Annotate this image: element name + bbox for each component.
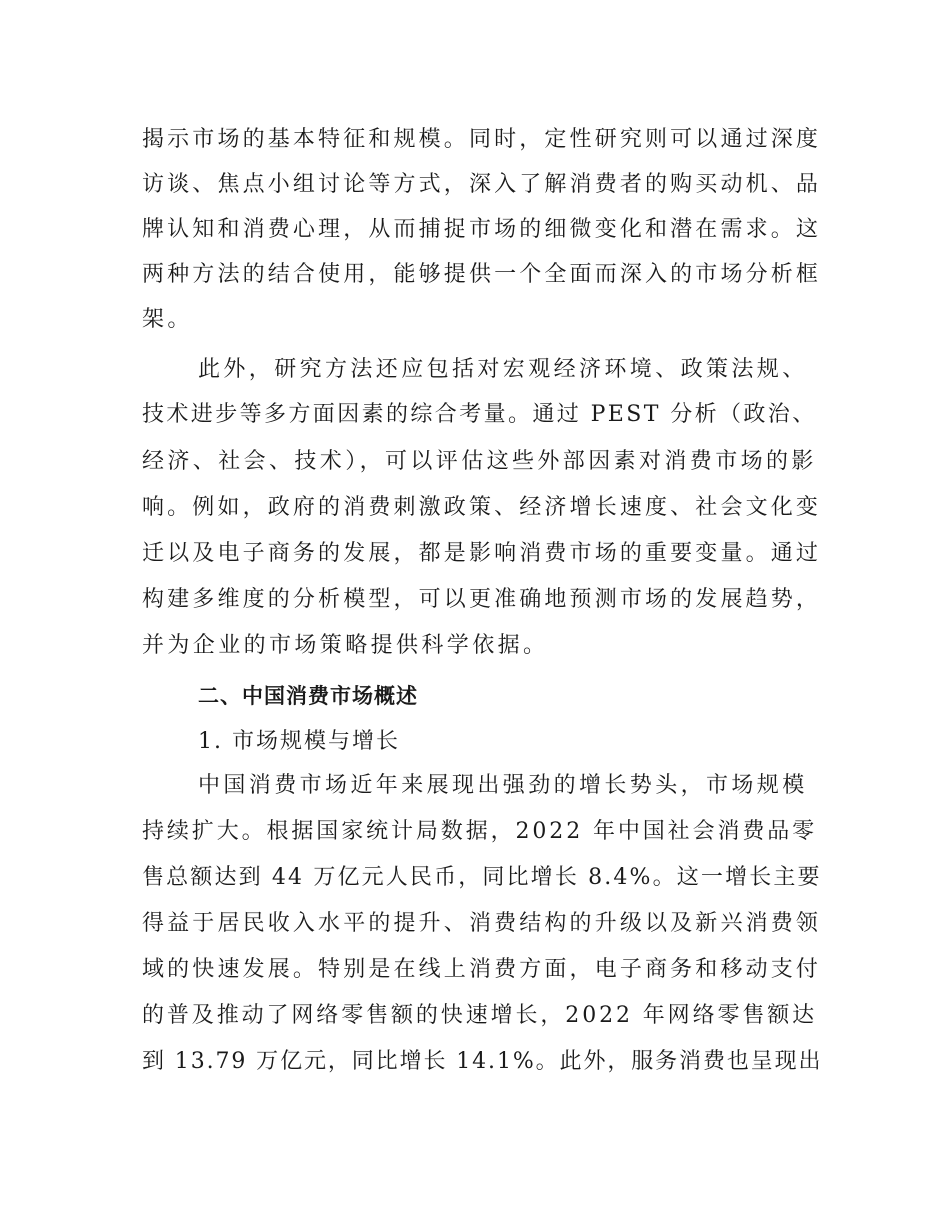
paragraph-3-line-4: 得益于居民收入水平的提升、消费结构的升级以及新兴消费领	[142, 911, 822, 936]
section-heading: 二、中国消费市场概述	[198, 684, 418, 708]
paragraph-2-line-1: 此外，研究方法还应包括对宏观经济环境、政策法规、	[198, 357, 808, 382]
paragraph-3-line-2: 持续扩大。根据国家统计局数据，2022 年中国社会消费品零	[142, 819, 818, 844]
paragraph-1-line-4: 两种方法的结合使用，能够提供一个全面而深入的市场分析框	[142, 262, 822, 287]
subsection-heading: 1. 市场规模与增长	[198, 729, 400, 754]
paragraph-2-line-6: 构建多维度的分析模型，可以更准确地预测市场的发展趋势，	[142, 587, 822, 612]
paragraph-2-line-4: 响。例如，政府的消费刺激政策、经济增长速度、社会文化变	[142, 495, 822, 520]
paragraph-2-line-3: 经济、社会、技术），可以评估这些外部因素对消费市场的影	[142, 449, 817, 474]
paragraph-3-line-7: 到 13.79 万亿元，同比增长 14.1%。此外，服务消费也呈现出	[142, 1049, 823, 1074]
paragraph-1-line-2: 访谈、焦点小组讨论等方式，深入了解消费者的购买动机、品	[142, 172, 822, 197]
paragraph-1-line-3: 牌认知和消费心理，从而捕捉市场的细微变化和潜在需求。这	[142, 217, 822, 242]
paragraph-1-line-5: 架。	[142, 307, 193, 332]
paragraph-2-line-5: 迁以及电子商务的发展，都是影响消费市场的重要变量。通过	[142, 541, 822, 566]
paragraph-2-line-7: 并为企业的市场策略提供科学依据。	[142, 633, 549, 658]
paragraph-3-line-6: 的普及推动了网络零售额的快速增长，2022 年网络零售额达	[142, 1003, 818, 1028]
paragraph-3-line-5: 域的快速发展。特别是在线上消费方面，电子商务和移动支付	[142, 957, 822, 982]
paragraph-1-line-1: 揭示市场的基本特征和规模。同时，定性研究则可以通过深度	[142, 127, 822, 152]
paragraph-3-line-1: 中国消费市场近年来展现出强劲的增长势头，市场规模	[198, 773, 808, 798]
paragraph-3-line-3: 售总额达到 44 万亿元人民币，同比增长 8.4%。这一增长主要	[142, 865, 822, 890]
paragraph-2-line-2: 技术进步等多方面因素的综合考量。通过 PEST 分析（政治、	[142, 402, 817, 427]
